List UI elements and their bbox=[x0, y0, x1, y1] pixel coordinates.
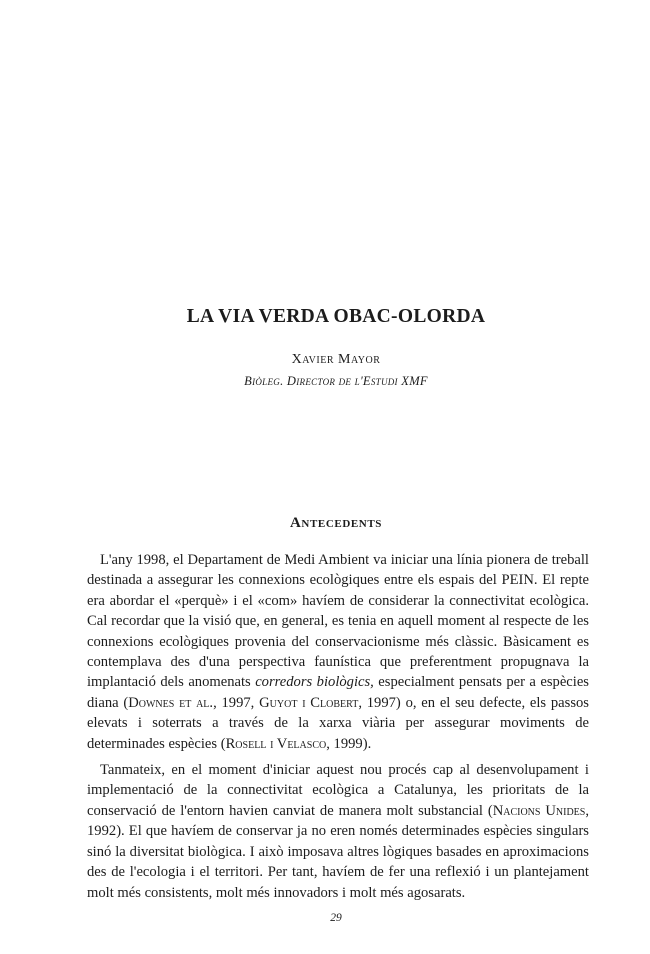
citation-author: Downes et al. bbox=[128, 694, 214, 711]
author-name: Xavier Mayor bbox=[291, 352, 381, 367]
p1-text-a: L'any 1998, el Departament de Medi Ambient va iniciar una línia pionera de treball destinada a assegurar les connexions ecològiques entre els espais del PEIN. El repte era abordar el «perquè» i el «com» havíem de considerar la connectivitat ecològica. Cal recordar que la visió que, en general, es tenia en aquell moment al respecte de les connexions ecològiques provenia del conservacionisme més clàssic. Bàsicament es contemplava des d'una perspectiva faunística que preferentment propugnava la implantació dels anomenats bbox=[87, 552, 589, 691]
section-heading: Antecedents bbox=[289, 515, 382, 531]
page-number: 29 bbox=[330, 912, 342, 924]
p1-text-c: especialment pensats per a espècies diana ( bbox=[87, 674, 589, 711]
paragraph-2 bbox=[87, 760, 589, 903]
paragraph-1 bbox=[87, 550, 589, 754]
p1-text-i: , 1999). bbox=[326, 735, 372, 752]
p1-text-g: , 1997) o, en el seu defecte, els passos elevats i soterrats a través de la xarxa viària per assegurar moviments de determinades espècies ( bbox=[87, 694, 589, 752]
article-title: LA VIA VERDA OBAC-OLORDA bbox=[186, 306, 486, 327]
p2-text-a: Tanmateix, en el moment d'iniciar aquest nou procés cap al desenvolupament i implementació de la connectivitat ecològica a Catalunya, les prioritats de la conservació de l'entorn havien canviat de manera molt substancial ( bbox=[87, 762, 589, 819]
p1-text-e: , 1997, bbox=[213, 694, 260, 711]
p2-text-c: , 1992). El que havíem de conservar ja no eren només determinades espècies singulars sinó la diversitat biològica. I això imposava altres lògiques basades en aproximacions des de l'ecologia i el territori. Per tant, havíem de fer una reflexió i un plantejament molt més consistents, molt més innovadors i molt més agosarats. bbox=[87, 802, 590, 901]
citation-author: Rosell i Velasco bbox=[225, 735, 327, 752]
citation-author: Guyot i Clobert bbox=[259, 694, 359, 711]
author-affiliation: Biòleg. Director de l'Estudi XMF bbox=[244, 374, 428, 388]
citation-author: Nacions Unides bbox=[492, 802, 586, 819]
body-text bbox=[87, 550, 589, 909]
p1-italic-term: corredors biològics, bbox=[255, 674, 374, 691]
